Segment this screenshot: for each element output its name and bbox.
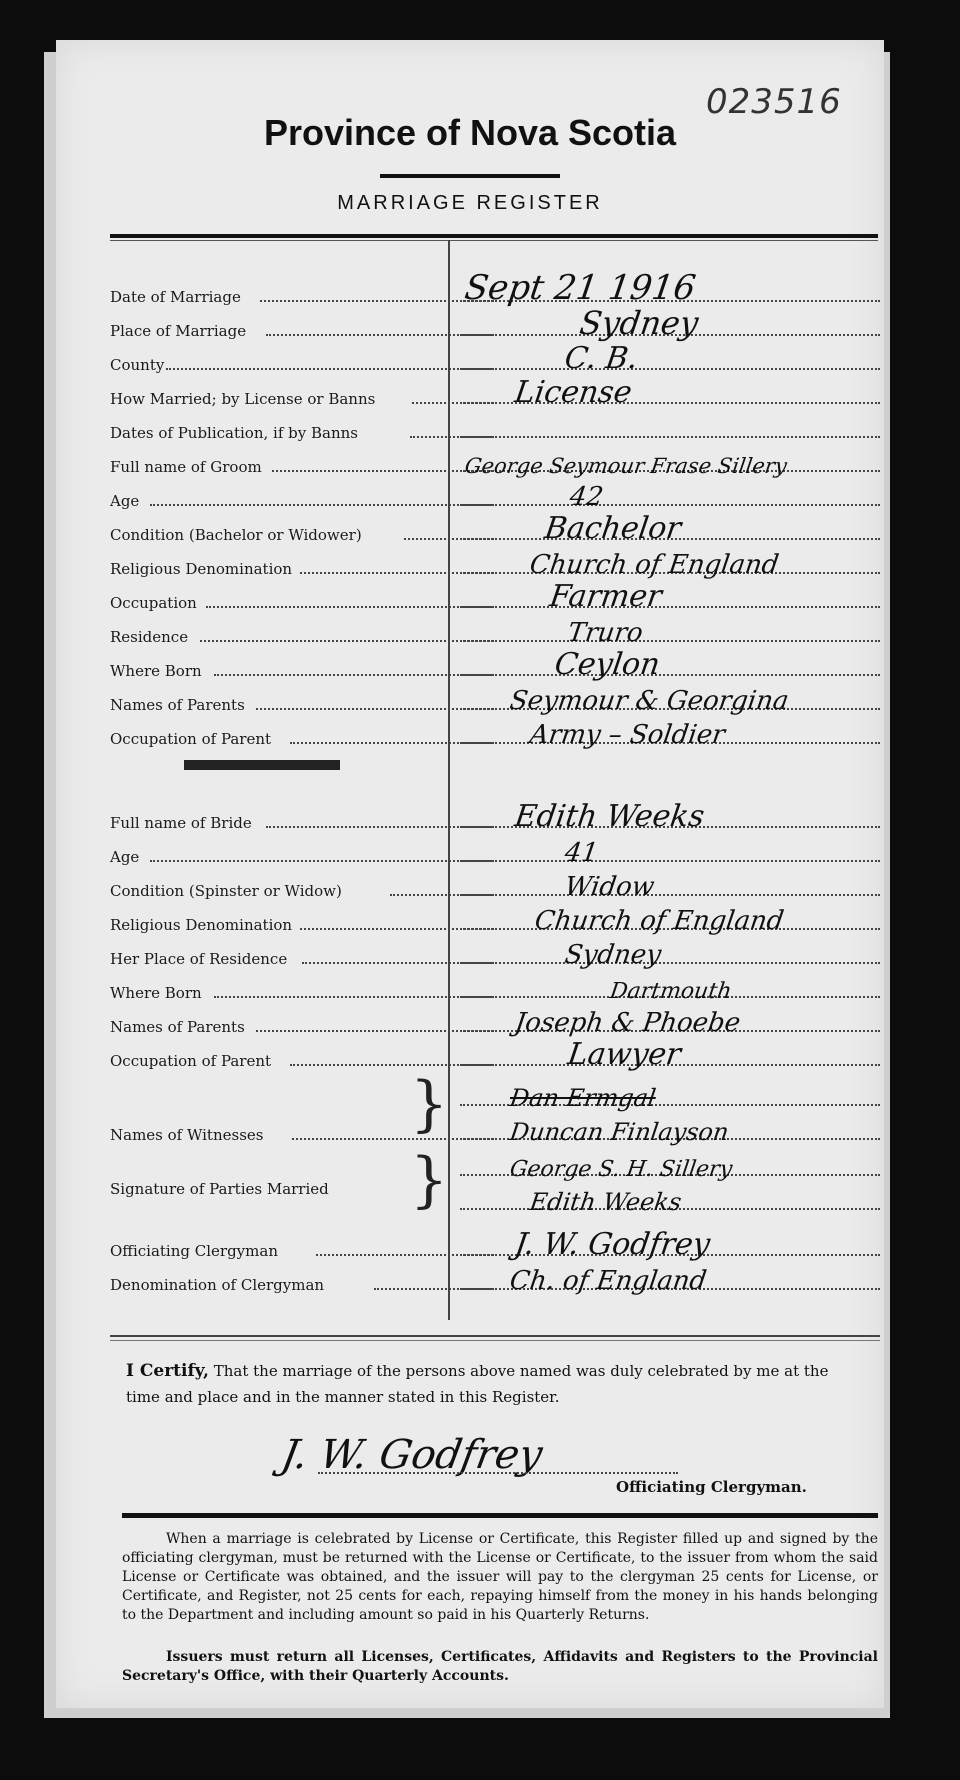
clergy-signature: J. W. Godfrey (277, 1432, 546, 1478)
field-value: Edith Weeks (512, 799, 707, 834)
field-groom-religion (110, 550, 880, 580)
field-value: Church of England (532, 906, 786, 936)
field-witnesses (110, 1116, 880, 1146)
field-value: Sept 21 1916 (462, 268, 699, 308)
field-bride-birthplace (110, 974, 880, 1004)
entry-line (460, 606, 880, 608)
witnesses-brace: } (410, 1069, 449, 1139)
certification-rule-thin (110, 1340, 880, 1341)
field-groom-age (110, 482, 880, 512)
field-groom-condition (110, 511, 880, 546)
field-clergy-denomination (110, 1266, 880, 1296)
field-label: County (110, 356, 165, 374)
entry-line (460, 894, 880, 896)
field-value: Seymour & Georgina (507, 686, 791, 716)
leader-dots (256, 1030, 494, 1032)
signatures-brace: } (410, 1145, 449, 1215)
entry-line (460, 504, 880, 506)
header-rule (110, 234, 878, 238)
field-bride-residence (110, 940, 880, 970)
field-label: Religious Denomination (110, 916, 293, 934)
field-date-of-marriage (110, 268, 880, 308)
field-label: Names of Parents (110, 1018, 245, 1036)
certify-lead: I Certify, (126, 1361, 209, 1381)
field-value: 41 (562, 838, 601, 868)
field-value: Dan Ermgal (508, 1084, 658, 1112)
field-label: Residence (110, 628, 189, 646)
field-label: Religious Denomination (110, 560, 293, 578)
field-signatures (110, 1180, 880, 1216)
register-form (56, 40, 884, 1708)
field-bride-name (110, 799, 880, 834)
entry-line (460, 674, 880, 676)
field-label: Where Born (110, 662, 202, 680)
leader-dots (150, 860, 494, 862)
title-rule (380, 174, 560, 178)
field-value: Army – Soldier (527, 720, 727, 750)
field-value: Sydney (562, 940, 664, 970)
field-value: Church of England (527, 550, 781, 580)
field-label: Place of Marriage (110, 322, 247, 340)
field-value: Ceylon (552, 647, 663, 682)
license-notice: When a marriage is celebrated by License or Certificate, this Register filled up and signed by the officiating clergyman, must be returned with the License or Certificate, to the issuer from whom the said License or Certificate was obtained, and the issuer will pay to the clergyman 25 cents for License, or Certificate, and Register, not 25 cents for each, repaying himself from the money in his hands belonging to the Department and including amount so paid in his Quarterly Returns. (122, 1531, 878, 1623)
serial-number: 023516 (706, 82, 842, 122)
section-divider-bar (184, 760, 340, 770)
field-label: Officiating Clergyman (110, 1242, 278, 1260)
field-label: Condition (Bachelor or Widower) (110, 526, 362, 544)
header-rule-thin (110, 240, 878, 241)
field-value: Duncan Finlayson (508, 1118, 731, 1146)
field-value: Bachelor (542, 511, 684, 546)
entry-line (460, 368, 880, 370)
leader-dots (214, 674, 494, 676)
field-label: Her Place of Residence (110, 950, 288, 968)
leader-dots (256, 708, 494, 710)
field-groom-parent-occupation (110, 720, 880, 750)
field-label: Full name of Groom (110, 458, 262, 476)
field-label: Age (110, 492, 140, 510)
field-groom-occupation (110, 579, 880, 614)
field-value: Ch. of England (507, 1266, 709, 1296)
certify-text: That the marriage of the persons above named was duly celebrated by me at the time and place and in the manner stated in this Register. (126, 1362, 829, 1406)
field-value: Farmer (547, 579, 665, 614)
form-title: Province of Nova Scotia (263, 112, 677, 153)
field-label: Where Born (110, 984, 202, 1002)
field-bride-age (110, 838, 880, 868)
field-value: Dartmouth (608, 979, 734, 1004)
field-bride-parents (110, 1008, 880, 1038)
field-value: Lawyer (565, 1037, 683, 1072)
entry-line (460, 860, 880, 862)
issuers-notice: Issuers must return all Licenses, Certificates, Affidavits and Registers to the Provincial Secretary's Office, with their Quarterly Accounts. (122, 1649, 878, 1684)
field-groom-name (110, 448, 880, 478)
field-dates-of-publication (110, 414, 880, 444)
field-label: Occupation of Parent (110, 1052, 272, 1070)
field-value: George S. H. Sillery (508, 1157, 734, 1182)
leader-dots (214, 996, 494, 998)
field-value: License (512, 375, 635, 410)
field-value: 42 (567, 482, 606, 512)
leader-dots (166, 368, 494, 370)
leader-dots (200, 640, 494, 642)
entry-line (460, 436, 880, 438)
field-value: Joseph & Phoebe (512, 1008, 743, 1038)
field-bride-religion (110, 906, 880, 936)
leader-dots (150, 504, 494, 506)
field-how-married (110, 375, 880, 410)
field-officiating-clergyman (110, 1227, 880, 1262)
form-subtitle: MARRIAGE REGISTER (337, 192, 603, 214)
field-label: Denomination of Clergyman (110, 1276, 325, 1294)
field-value: J. W. Godfrey (512, 1227, 713, 1262)
field-value: Sydney (577, 304, 701, 342)
signature-caption: Officiating Clergyman. (616, 1478, 807, 1496)
field-groom-residence (110, 618, 880, 648)
field-value: C. B. (562, 341, 641, 376)
certification-statement (126, 1358, 866, 1410)
field-witness-1 (110, 1082, 880, 1112)
field-groom-birthplace (110, 647, 880, 682)
certification-rule (110, 1335, 880, 1337)
field-value: Truro (565, 618, 645, 648)
notice-rule (122, 1513, 878, 1518)
field-label: Names of Parents (110, 696, 245, 714)
field-label: Date of Marriage (110, 288, 241, 306)
field-groom-parents (110, 686, 880, 716)
field-label: Full name of Bride (110, 814, 252, 832)
field-label: Occupation (110, 594, 197, 612)
field-signature-groom (110, 1152, 880, 1182)
entry-line (460, 962, 880, 964)
field-label: Age (110, 848, 140, 866)
field-value: George Seymour Frase Sillery (463, 454, 789, 478)
field-label: Names of Witnesses (110, 1126, 264, 1144)
leader-dots (260, 300, 494, 302)
signature-line (318, 1472, 678, 1474)
field-label: Signature of Parties Married (110, 1180, 329, 1198)
field-label: Occupation of Parent (110, 730, 272, 748)
field-value: Widow (562, 872, 657, 902)
field-label: How Married; by License or Banns (110, 390, 376, 408)
field-bride-parent-occupation (110, 1037, 880, 1072)
field-place-of-marriage (110, 304, 880, 342)
entry-line (460, 640, 880, 642)
field-county (110, 341, 880, 376)
field-value: Edith Weeks (528, 1188, 684, 1216)
leader-dots (206, 606, 494, 608)
field-label: Dates of Publication, if by Banns (110, 424, 358, 442)
field-bride-condition (110, 872, 880, 902)
field-label: Condition (Spinster or Widow) (110, 882, 342, 900)
